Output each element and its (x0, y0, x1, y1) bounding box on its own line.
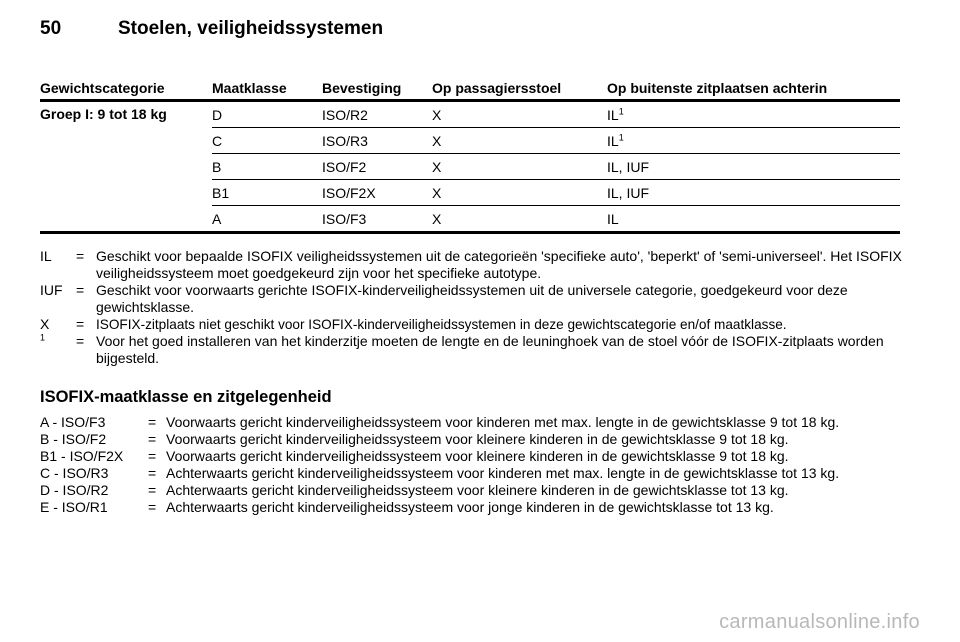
legend-text: Geschikt voor voorwaarts gerichte ISOFIX-kinderveiligheidssystemen uit de universele categorie, goedgekeurd voor deze gewichtsklasse. (96, 282, 848, 315)
legend-equals: = (76, 316, 85, 332)
class-equals: = (148, 482, 157, 498)
cell-bevestiging: ISO/R2 (322, 101, 432, 128)
cell-bevestiging: ISO/F2X (322, 180, 432, 206)
cell-achterin (607, 101, 900, 128)
list-item (40, 431, 910, 448)
cell-maatklasse: A (212, 206, 322, 233)
table-header-row (40, 79, 900, 101)
footnote-marker: 1 (618, 131, 624, 142)
class-key: A - ISO/F3 (40, 414, 106, 430)
footnote-marker: 1 (618, 105, 624, 116)
header-passagiersstoel: Op passagiersstoel (432, 79, 607, 101)
legend-key: X (40, 316, 50, 332)
watermark: carmanualsonline.info (719, 611, 920, 633)
cell-achterin: IL, IUF (607, 180, 900, 206)
list-item (40, 448, 910, 465)
class-key: C - ISO/R3 (40, 465, 109, 481)
cell-bevestiging: ISO/F2 (322, 154, 432, 180)
header-gewichtscategorie: Gewichtscategorie (40, 79, 212, 101)
group-cell: Groep I: 9 tot 18 kg (40, 101, 212, 233)
legend-equals: = (76, 282, 85, 298)
page-number: 50 (40, 18, 62, 39)
class-key: B - ISO/F2 (40, 431, 107, 447)
cell-achterin: IL (607, 206, 900, 233)
class-equals: = (148, 465, 157, 481)
legend (40, 248, 910, 367)
class-text: Voorwaarts gericht kinderveiligheidssysteem voor kleinere kinderen in de gewichtsklasse 9 tot 18 kg. (166, 431, 789, 447)
class-text: Voorwaarts gericht kinderveiligheidssysteem voor kleinere kinderen in de gewichtsklasse 9 tot 18 kg. (166, 448, 789, 464)
list-item (40, 465, 910, 482)
legend-text: ISOFIX-zitplaats niet geschikt voor ISOFIX-kinderveiligheidssystemen in deze gewichtscategorie en/of maatklasse. (96, 317, 787, 332)
cell-passagier: X (432, 206, 607, 233)
header-bevestiging: Bevestiging (322, 79, 432, 101)
header-achterin: Op buitenste zitplaatsen achterin (607, 79, 900, 101)
section-title: ISOFIX-maatklasse en zitgelegenheid (40, 388, 332, 406)
class-key: D - ISO/R2 (40, 482, 109, 498)
legend-equals: = (76, 248, 85, 264)
table-row (40, 101, 900, 128)
footnote-marker: 1 (40, 332, 46, 343)
list-item (40, 482, 910, 499)
class-text: Achterwaarts gericht kinderveiligheidssysteem voor kinderen met max. lengte in de gewichtsklasse tot 13 kg. (166, 465, 840, 481)
cell-passagier: X (432, 101, 607, 128)
legend-item (40, 316, 910, 333)
class-equals: = (148, 414, 157, 430)
class-equals: = (148, 431, 157, 447)
class-text: Achterwaarts gericht kinderveiligheidssysteem voor kleinere kinderen in de gewichtsklasse tot 13 kg. (166, 482, 789, 498)
cell-passagier: X (432, 154, 607, 180)
cell-maatklasse: D (212, 101, 322, 128)
legend-item (40, 282, 910, 316)
class-equals: = (148, 499, 157, 515)
class-text: Voorwaarts gericht kinderveiligheidssysteem voor kinderen met max. lengte in de gewichtsklasse 9 tot 18 kg. (166, 414, 840, 430)
legend-text: Geschikt voor bepaalde ISOFIX veiligheidssystemen uit de categorieën 'specifieke auto', 'beperkt' of 'semi-universeel'. Het ISOFIX veiligheidssysteem moet goedgekeurd zijn voor het specifieke autotype. (96, 248, 902, 281)
legend-text: Voor het goed installeren van het kinderzitje moeten de lengte en de leuninghoek van de stoel vóór de ISOFIX-zitplaats worden bijgesteld. (96, 333, 884, 366)
legend-item (40, 248, 910, 282)
class-equals: = (148, 448, 157, 464)
cell-achterin-text: IL (607, 132, 619, 149)
size-class-list (40, 414, 910, 516)
cell-passagier: X (432, 180, 607, 206)
cell-achterin-text: IL (607, 106, 619, 123)
list-item (40, 499, 910, 516)
isofix-table (40, 79, 900, 234)
legend-key: IUF (40, 282, 63, 298)
cell-achterin: IL, IUF (607, 154, 900, 180)
cell-maatklasse: C (212, 128, 322, 154)
class-text: Achterwaarts gericht kinderveiligheidssysteem voor jonge kinderen in de gewichtsklasse tot 13 kg. (166, 499, 774, 515)
legend-equals: = (76, 333, 85, 349)
class-key: B1 - ISO/F2X (40, 448, 124, 464)
cell-passagier: X (432, 128, 607, 154)
cell-achterin (607, 128, 900, 154)
legend-key: IL (40, 248, 52, 264)
page-header (40, 18, 920, 48)
cell-bevestiging: ISO/F3 (322, 206, 432, 233)
legend-item (40, 333, 910, 367)
cell-maatklasse: B1 (212, 180, 322, 206)
list-item (40, 414, 910, 431)
cell-maatklasse: B (212, 154, 322, 180)
legend-key (40, 333, 76, 367)
cell-bevestiging: ISO/R3 (322, 128, 432, 154)
header-maatklasse: Maatklasse (212, 79, 322, 101)
class-key: E - ISO/R1 (40, 499, 108, 515)
page-title: Stoelen, veiligheidssystemen (118, 18, 384, 39)
